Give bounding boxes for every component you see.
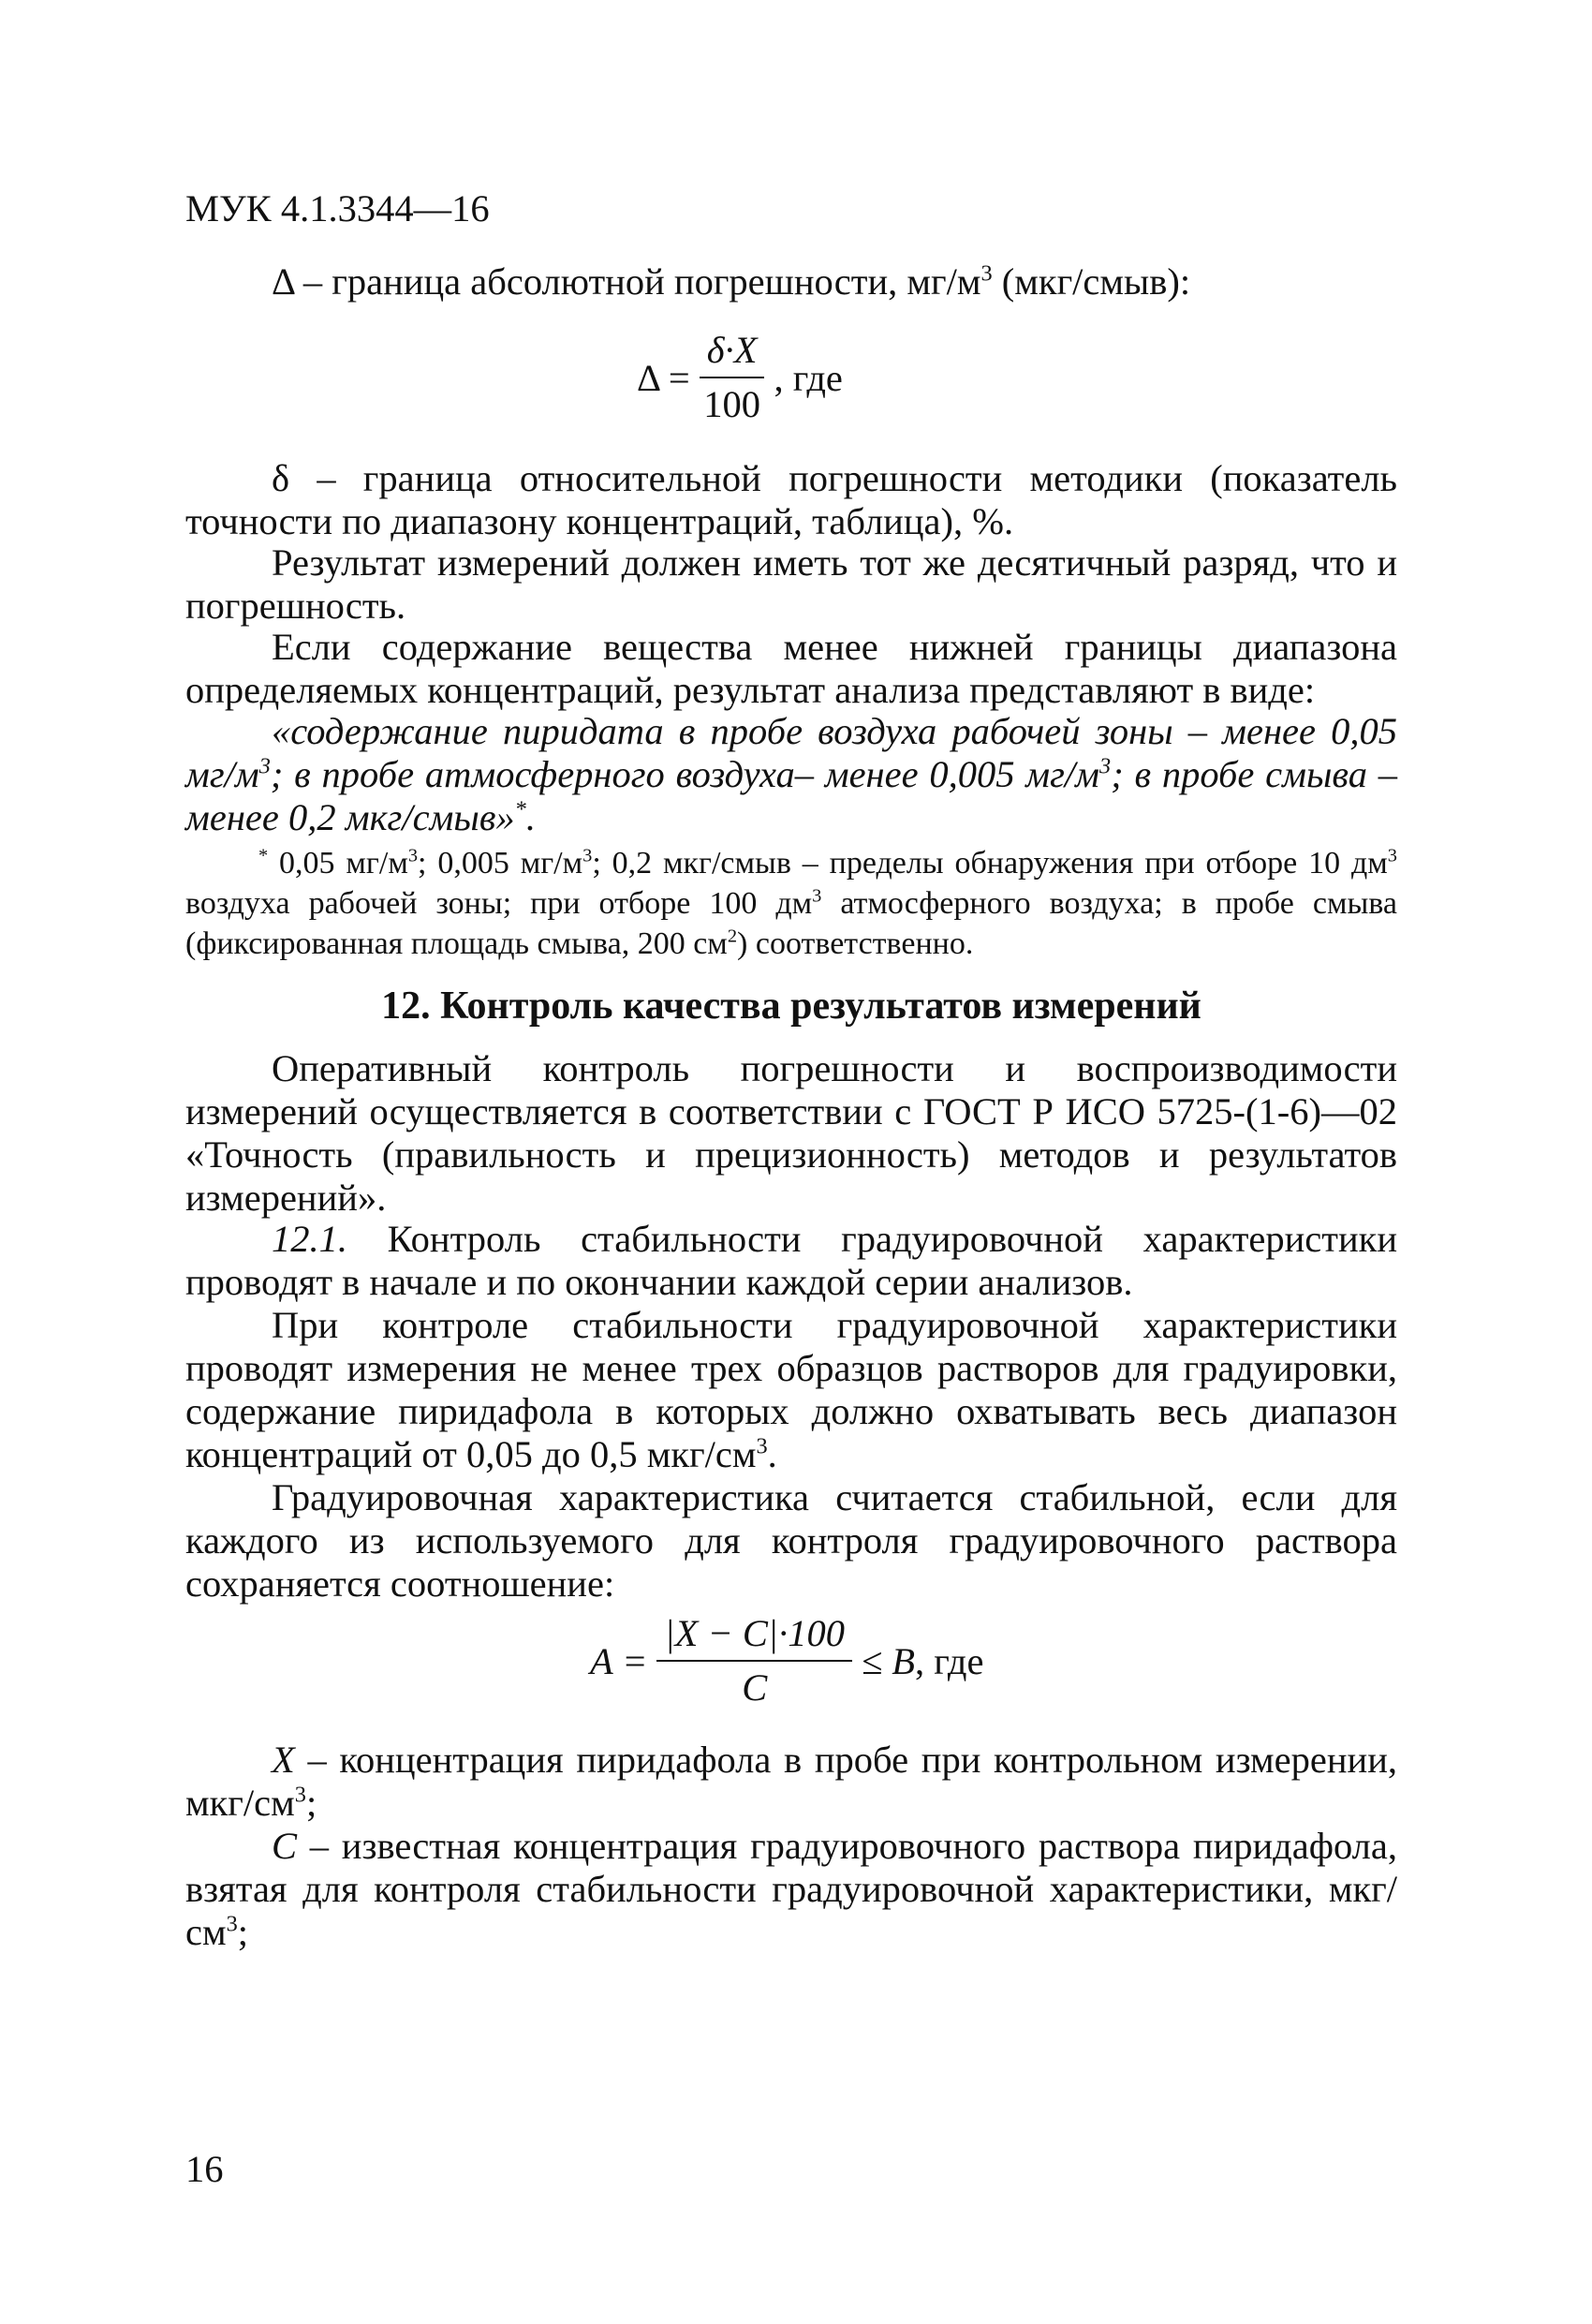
stable-paragraph: Градуировочная характеристика считается стабильной, если для каждого из используемого для контроля градуировочного раствора сохраняется соотношение: <box>185 1476 1397 1605</box>
formula-fraction: $\frac{|X - C|\cdot 100}{C}$ <box>656 1613 851 1709</box>
section-heading: 12. Контроль качества результатов измерений <box>381 984 1201 1028</box>
abs-error-definition: Δ – граница абсолютной погрешности, $мг/м^3$ (мкг/смыв): <box>272 260 1191 303</box>
formula-fraction: $\frac{\delta\cdot X}{100}$ <box>700 330 765 425</box>
abs-error-formula: Δ = $\frac{\delta\cdot X}{100}$ , где <box>637 329 843 425</box>
stability-formula: A = $\frac{|X - C|\cdot 100}{C}$ ≤ B , где <box>590 1612 984 1709</box>
result-quote: «содержание пиридата в пробе воздуха рабочей зоны – менее 0,05 $мг/м^3$; в пробе атмосферного воздуха– менее 0,005 $мг/м^3$; в пробе смыва – менее 0,2 мкг/смыв»*. <box>185 710 1397 838</box>
x-definition: X – концентрация пиридафола в пробе при контрольном измерении, мкг/$см^3$; <box>185 1739 1397 1824</box>
page-number: 16 <box>185 2148 224 2190</box>
document-header: МУК 4.1.3344—16 <box>185 187 490 229</box>
stability-paragraph: При контроле стабильности градуировочной характеристики проводят измерения не менее трех образцов растворов для градуировки, содержание пиридафола в которых должно охватывать весь диапазон концентраций от 0,05 до 0,5 мкг/$см^3$. <box>185 1304 1397 1475</box>
footnote: * 0,05 $мг/м^3$; 0,005 $мг/м^3$; 0,2 мкг/смыв – пределы обнаружения при отборе 10 $дм^3$ воздуха рабочей зоны; при отборе 100 $дм^3$ атмосферного воздуха; в пробе смыва (фиксированная площадь смыва, 200 $см^2$) соответственно. <box>185 845 1398 961</box>
result-paragraph: Результат измерений должен иметь тот же десятичный разряд, что и погрешность. <box>185 541 1397 627</box>
c-definition: C – известная концентрация градуировочного раствора пиридафола, взятая для контроля стабильности градуировочной характеристики, мкг/$см^3$; <box>185 1825 1397 1953</box>
lower-limit-paragraph: Если содержание вещества менее нижней границы диапазона определяемых концентраций, результат анализа представляют в виде: <box>185 626 1397 711</box>
delta-definition: δ – граница относительной погрешности методики (показатель точности по диапазону концентраций, таблица), %. <box>185 457 1397 542</box>
paragraph-12-1: 12.1. Контроль стабильности градуировочной характеристики проводят в начале и по окончании каждой серии анализов. <box>185 1218 1397 1303</box>
control-paragraph: Оперативный контроль погрешности и воспроизводимости измерений осуществляется в соответствии с ГОСТ Р ИСО 5725-(1-6)—02 «Точность (правильность и прецизионность) методов и результатов измерений». <box>185 1047 1397 1219</box>
